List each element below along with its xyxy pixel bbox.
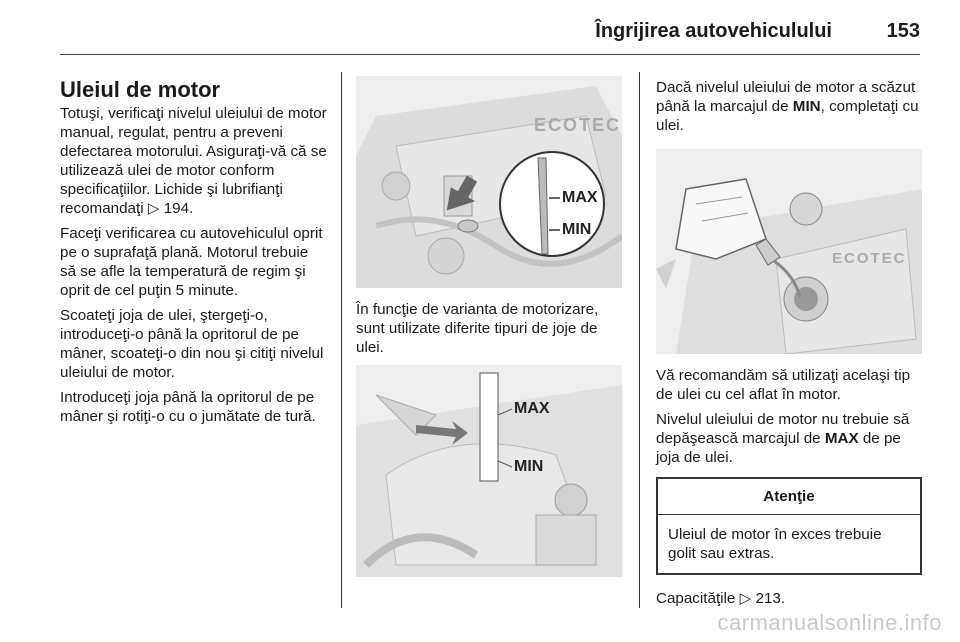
column-divider xyxy=(639,72,640,608)
dipstick-min-label-2: MIN xyxy=(514,458,544,475)
capacity-text: Capacităţile xyxy=(656,590,736,607)
paragraph-capacity xyxy=(656,589,922,608)
page-ref-arrow-icon: ▷ xyxy=(739,590,752,607)
engine-brand-label: ECOTEC xyxy=(534,115,622,135)
oil-refill-illustration xyxy=(656,149,922,354)
paragraph-refill xyxy=(656,78,922,135)
column-divider xyxy=(341,72,342,608)
paragraph-refill-text: Dacă nivelul uleiului de motor a scăzut până la marcajul de xyxy=(656,79,916,115)
page-ref-arrow-icon: ▷ xyxy=(147,200,160,217)
paragraph-max-end: de pe joja de ulei. xyxy=(656,430,901,466)
paragraph-intro-text: Totuşi, verificaţi nivelul uleiului de motor manual, regulat, pentru a preveni defectarea motorului. Asiguraţi-vă că se utilizează ulei de motor conform specificaţiilor. Lichide şi lubrifianţi recomandaţi xyxy=(60,105,327,217)
warning-text: Uleiul de motor în exces trebuie golit sau extras. xyxy=(668,526,882,562)
engine-brand-label-3: ECOTEC xyxy=(832,250,907,267)
page-ref: 194. xyxy=(163,200,194,217)
column-2 xyxy=(356,72,626,577)
paragraph-refill-end: , completaţi cu ulei. xyxy=(656,98,919,134)
paragraph-insert-dipstick: Introduceţi joja până la opritorul de pe mâner şi rotiţi-o cu o jumătate de tură. xyxy=(60,389,316,425)
engine-dipstick-illustration-1 xyxy=(356,76,622,288)
column-1 xyxy=(60,72,328,432)
min-mark-text: MIN xyxy=(792,98,821,115)
paragraph-max-level xyxy=(656,410,922,467)
figure-caption: În funcţie de varianta de motorizare, sunt utilizate diferite tipuri de joje de ulei. xyxy=(356,301,599,356)
warning-title: Atenţie xyxy=(658,479,920,515)
max-mark-text: MAX xyxy=(824,430,859,447)
paragraph-max-text: Nivelul uleiului de motor nu trebuie să depăşească marcajul de xyxy=(656,411,910,447)
header-title: Îngrijirea autovehiculului xyxy=(595,20,832,42)
warning-box xyxy=(656,477,922,575)
watermark: carmanualsonline.info xyxy=(717,610,942,635)
paragraph-intro xyxy=(60,104,328,218)
dipstick-max-label: MAX xyxy=(562,189,598,206)
dipstick-max-label-2: MAX xyxy=(514,400,550,417)
section-heading: Uleiul de motor xyxy=(60,77,221,102)
dipstick-min-label: MIN xyxy=(562,221,592,238)
paragraph-oil-type: Vă recomandăm să utilizaţi acelaşi tip de ulei cu cel aflat în motor. xyxy=(656,367,911,403)
engine-dipstick-illustration-2 xyxy=(356,365,622,577)
paragraph-remove-dipstick: Scoateţi joja de ulei, ştergeţi-o, introduceţi-o până la opritorul de pe mâner, scoateţi-o din nou şi citiţi nivelul uleiului de motor. xyxy=(60,307,324,381)
page-number: 153 xyxy=(886,20,920,42)
capacity-page-ref: 213. xyxy=(755,590,786,607)
paragraph-check: Faceţi verificarea cu autovehiculul oprit pe o suprafaţă plană. Motorul trebuie să se afle la temperatură de regim şi oprit de cel puţin 5 minute. xyxy=(60,225,323,299)
page-header xyxy=(60,14,920,55)
column-3 xyxy=(656,72,922,614)
